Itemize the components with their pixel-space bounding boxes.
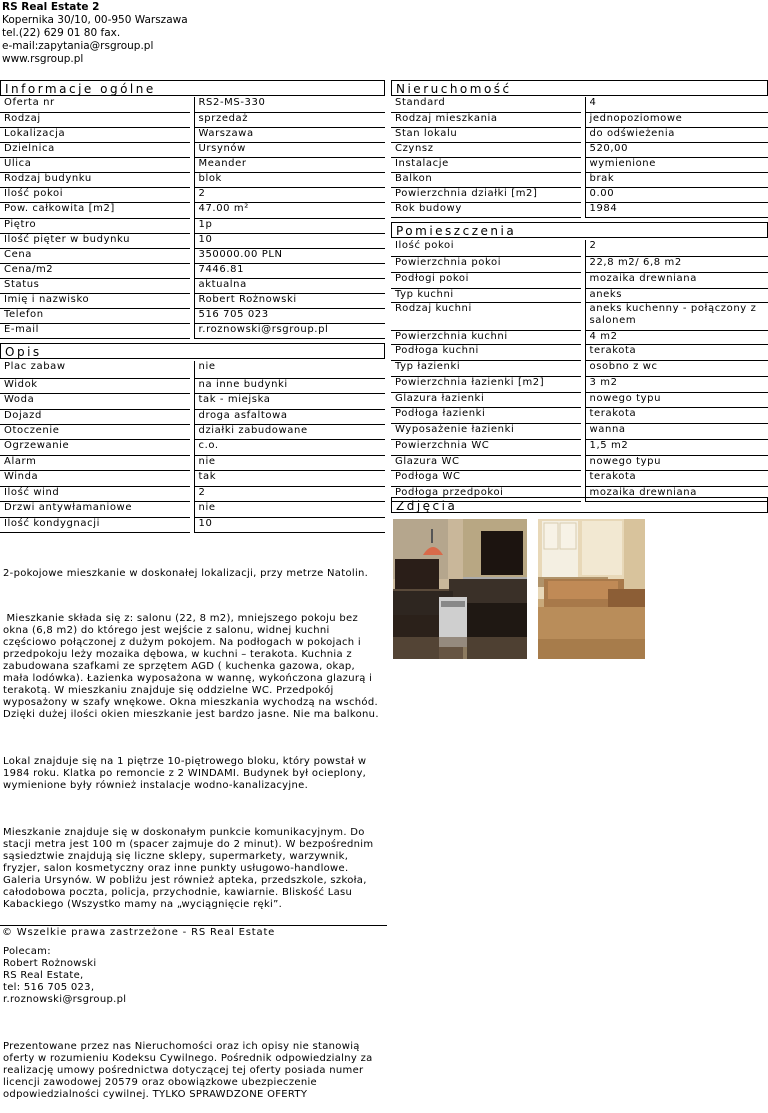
description-table bbox=[0, 361, 385, 533]
row-label: Podłogi pokoi bbox=[391, 272, 581, 288]
table-row bbox=[391, 423, 768, 439]
row-value: nie bbox=[194, 361, 385, 378]
kitchen-photo[interactable] bbox=[393, 519, 527, 659]
row-label: Ilość pokoi bbox=[391, 240, 581, 256]
row-label: Powierzchnia łazienki [m2] bbox=[391, 376, 581, 392]
row-label: Woda bbox=[0, 393, 190, 409]
row-label: Powierzchnia działki [m2] bbox=[391, 187, 581, 202]
row-label: Typ kuchni bbox=[391, 288, 581, 302]
row-value: 1984 bbox=[585, 202, 768, 217]
row-label: Winda bbox=[0, 470, 190, 486]
row-label: Ilość pięter w budynku bbox=[0, 233, 190, 248]
living-room-photo[interactable] bbox=[538, 519, 645, 659]
table-row bbox=[391, 302, 768, 330]
row-label: Rodzaj budynku bbox=[0, 172, 190, 187]
table-row bbox=[0, 409, 385, 424]
description-paragraph: Mieszkanie znajduje się w doskonałym punkcie komunikacyjnym. Do stacji metra jest 100 m (spacer zajmuje do 2 minut). W bezpośrednim sąsiedztwie znajdują się liczne sklepy, supermarkety, warzywnik, fryzjer, salon kosmetyczny oraz inne punkty usługowo-handlowe. Galeria Ursynów. W pobliżu jest również apteka, przedszkole, szkoła, całodobowa poczta, policja, przychodnie, kawiarnie. Bliskość Lasu Kabackiego (Wszystko mamy na „wyciągnięcie ręki”. bbox=[3, 827, 377, 910]
table-row bbox=[0, 127, 385, 142]
row-value: 2 bbox=[585, 240, 768, 256]
row-label: Stan lokalu bbox=[391, 127, 581, 142]
row-label: Podłoga przedpokoi bbox=[391, 486, 581, 501]
description-text bbox=[3, 544, 383, 1113]
table-row bbox=[391, 407, 768, 423]
row-label: Rok budowy bbox=[391, 202, 581, 217]
row-label: Ogrzewanie bbox=[0, 439, 190, 455]
table-row bbox=[391, 127, 768, 142]
row-value: 1p bbox=[194, 218, 385, 233]
table-row bbox=[391, 330, 768, 344]
table-row bbox=[0, 439, 385, 455]
row-label: Podłoga kuchni bbox=[391, 344, 581, 360]
row-label: Wyposażenie łazienki bbox=[391, 423, 581, 439]
table-row bbox=[0, 486, 385, 501]
table-row bbox=[391, 112, 768, 127]
row-label: Glazura łazienki bbox=[391, 392, 581, 407]
table-row bbox=[0, 455, 385, 470]
row-value: tak - miejska bbox=[194, 393, 385, 409]
row-label: Standard bbox=[391, 97, 581, 112]
row-label: Ulica bbox=[0, 157, 190, 172]
company-www[interactable]: www.rsgroup.pl bbox=[2, 53, 84, 65]
table-row bbox=[0, 361, 385, 378]
row-value: 2 bbox=[194, 486, 385, 501]
table-row bbox=[0, 378, 385, 393]
table-row bbox=[0, 248, 385, 263]
table-row bbox=[0, 172, 385, 187]
row-value: blok bbox=[194, 172, 385, 187]
row-label: Cena bbox=[0, 248, 190, 263]
row-value: nowego typu bbox=[585, 455, 768, 470]
table-row bbox=[391, 97, 768, 112]
table-row bbox=[391, 360, 768, 376]
table-row bbox=[391, 439, 768, 455]
row-label: Ilość wind bbox=[0, 486, 190, 501]
section-rooms-title: Pomieszczenia bbox=[391, 222, 768, 238]
row-label: Status bbox=[0, 278, 190, 293]
disclaimer-paragraph: Prezentowane przez nas Nieruchomości oraz ich opisy nie stanowią oferty w rozumieniu Kodeksu Cywilnego. Pośrednik odpowiedzialny za realizację umowy pośrednictwa dotyczącej tej oferty posiada numer licencji zawodowej 20579 oraz obowiązkowe ubezpieczenie odpowiedzialności cywilnej. TYLKO SPRAWDZONE OFERTY bbox=[3, 1041, 377, 1100]
row-value: 3 m2 bbox=[585, 376, 768, 392]
row-label: Glazura WC bbox=[391, 455, 581, 470]
row-value: wanna bbox=[585, 423, 768, 439]
general-info-table bbox=[0, 97, 385, 339]
row-label: Otoczenie bbox=[0, 424, 190, 439]
row-value: 2 bbox=[194, 187, 385, 202]
table-row bbox=[0, 187, 385, 202]
row-value: nie bbox=[194, 455, 385, 470]
row-label: Telefon bbox=[0, 308, 190, 323]
row-value: r.roznowski@rsgroup.pl bbox=[194, 323, 385, 338]
row-value: Ursynów bbox=[194, 142, 385, 157]
row-label: Cena/m2 bbox=[0, 263, 190, 278]
table-row bbox=[0, 501, 385, 517]
table-row bbox=[0, 157, 385, 172]
row-label: Powierzchnia kuchni bbox=[391, 330, 581, 344]
table-row bbox=[0, 308, 385, 323]
row-label: Rodzaj bbox=[0, 112, 190, 127]
row-value: RS2-MS-330 bbox=[194, 97, 385, 112]
row-value: 1,5 m2 bbox=[585, 439, 768, 455]
row-value: 7446.81 bbox=[194, 263, 385, 278]
description-paragraph: Mieszkanie składa się z: salonu (22, 8 m2), mniejszego pokoju bez okna (6,8 m2) do którego jest wejście z salonu, widnej kuchni częściowo połączonej z dużym pokojem. Na podłogach w pokojach i przedpokoju leży mozaika dębowa, w kuchni – terakota. Kuchnia z zabudowana szafkami ze sprzętem AGD ( kuchenka gazowa, okap, mała lodówka). Łazienka wyposażona w wannę, wykończona glazurą i terakotą. W mieszkaniu znajduje się oddzielne WC. Przedpokój wyposażony w szafy wnękowe. Okna mieszkania wychodzą na wschód. Dzięki dużej ilości okien mieszkanie jest bardzo jasne. Nie ma balkonu. bbox=[3, 613, 382, 720]
row-label: Rodzaj kuchni bbox=[391, 302, 581, 330]
row-value: 520,00 bbox=[585, 142, 768, 157]
row-label: Typ łazienki bbox=[391, 360, 581, 376]
footer-copyright: © Wszelkie prawa zastrzeżone - RS Real Estate bbox=[0, 925, 387, 940]
table-row bbox=[0, 278, 385, 293]
row-value: c.o. bbox=[194, 439, 385, 455]
row-label: E-mail bbox=[0, 323, 190, 338]
table-row bbox=[0, 323, 385, 338]
table-row bbox=[391, 202, 768, 217]
table-row bbox=[391, 187, 768, 202]
row-label: Widok bbox=[0, 378, 190, 393]
row-label: Pow. całkowita [m2] bbox=[0, 202, 190, 218]
row-label: Dojazd bbox=[0, 409, 190, 424]
section-general-title: Informacje ogólne bbox=[0, 80, 385, 96]
description-intro: 2-pokojowe mieszkanie w doskonałej lokalizacji, przy metrze Natolin. bbox=[3, 568, 369, 579]
row-label: Lokalizacja bbox=[0, 127, 190, 142]
table-row bbox=[0, 393, 385, 409]
row-value: sprzedaż bbox=[194, 112, 385, 127]
table-row bbox=[0, 112, 385, 127]
row-label: Imię i nazwisko bbox=[0, 293, 190, 308]
table-row bbox=[0, 517, 385, 532]
table-row bbox=[391, 240, 768, 256]
row-label: Podłoga WC bbox=[391, 470, 581, 486]
row-value: 0.00 bbox=[585, 187, 768, 202]
row-value: mozaika drewniana bbox=[585, 486, 768, 501]
table-row bbox=[0, 97, 385, 112]
row-label: Plac zabaw bbox=[0, 361, 190, 378]
row-value: Robert Rożnowski bbox=[194, 293, 385, 308]
table-row bbox=[391, 172, 768, 187]
row-value: terakota bbox=[585, 407, 768, 423]
row-value: jednopoziomowe bbox=[585, 112, 768, 127]
table-row bbox=[391, 157, 768, 172]
table-row bbox=[0, 233, 385, 248]
row-value: 350000.00 PLN bbox=[194, 248, 385, 263]
row-label: Rodzaj mieszkania bbox=[391, 112, 581, 127]
row-label: Balkon bbox=[391, 172, 581, 187]
table-row bbox=[391, 392, 768, 407]
table-row bbox=[391, 272, 768, 288]
row-value: aneks kuchenny - połączony z salonem bbox=[585, 302, 768, 330]
description-paragraph: Lokal znajduje się na 1 piętrze 10-piętrowego bloku, który powstał w 1984 roku. Klatka po remoncie z 2 WINDAMI. Budynek był ocieplony, wymienione były również instalacje wodno-kanalizacyjne. bbox=[3, 756, 370, 791]
table-row bbox=[391, 288, 768, 302]
row-value: terakota bbox=[585, 470, 768, 486]
row-label: Instalacje bbox=[391, 157, 581, 172]
table-row bbox=[0, 218, 385, 233]
rooms-table bbox=[391, 240, 768, 502]
company-name: RS Real Estate 2 bbox=[2, 1, 100, 13]
row-label: Powierzchnia WC bbox=[391, 439, 581, 455]
table-row bbox=[391, 470, 768, 486]
row-value: brak bbox=[585, 172, 768, 187]
row-value: nie bbox=[194, 501, 385, 517]
row-value: mozaika drewniana bbox=[585, 272, 768, 288]
table-row bbox=[391, 344, 768, 360]
row-value: działki zabudowane bbox=[194, 424, 385, 439]
table-row bbox=[391, 455, 768, 470]
row-value: aktualna bbox=[194, 278, 385, 293]
section-description-title: Opis bbox=[0, 343, 385, 359]
table-row bbox=[391, 376, 768, 392]
row-value: 47.00 m² bbox=[194, 202, 385, 218]
row-label: Drzwi antywłamaniowe bbox=[0, 501, 190, 517]
section-photos-title: Zdjęcia bbox=[391, 497, 768, 513]
table-row bbox=[0, 142, 385, 157]
row-value: 10 bbox=[194, 517, 385, 532]
table-row bbox=[0, 293, 385, 308]
row-value: droga asfaltowa bbox=[194, 409, 385, 424]
row-label: Podłoga łazienki bbox=[391, 407, 581, 423]
row-value: 4 bbox=[585, 97, 768, 112]
row-value: Meander bbox=[194, 157, 385, 172]
row-label: Czynsz bbox=[391, 142, 581, 157]
row-value: osobno z wc bbox=[585, 360, 768, 376]
row-value: tak bbox=[194, 470, 385, 486]
row-value: Warszawa bbox=[194, 127, 385, 142]
row-label: Alarm bbox=[0, 455, 190, 470]
company-email[interactable]: e-mail:zapytania@rsgroup.pl bbox=[2, 40, 154, 52]
row-value: do odświeżenia bbox=[585, 127, 768, 142]
row-value: nowego typu bbox=[585, 392, 768, 407]
row-label: Ilość pokoi bbox=[0, 187, 190, 202]
row-value: 10 bbox=[194, 233, 385, 248]
table-row bbox=[391, 256, 768, 272]
row-label: Powierzchnia pokoi bbox=[391, 256, 581, 272]
row-value: aneks bbox=[585, 288, 768, 302]
row-value: 4 m2 bbox=[585, 330, 768, 344]
row-value: terakota bbox=[585, 344, 768, 360]
company-address: Kopernika 30/10, 00-950 Warszawa bbox=[2, 14, 188, 26]
table-row bbox=[0, 202, 385, 218]
property-table bbox=[391, 97, 768, 218]
row-value: na inne budynki bbox=[194, 378, 385, 393]
row-label: Oferta nr bbox=[0, 97, 190, 112]
row-value: wymienione bbox=[585, 157, 768, 172]
row-label: Dzielnica bbox=[0, 142, 190, 157]
contact-paragraph: Polecam: Robert Rożnowski RS Real Estate, tel: 516 705 023, r.roznowski@rsgroup.pl bbox=[3, 946, 127, 1005]
company-header bbox=[2, 1, 188, 66]
row-label: Ilość kondygnacji bbox=[0, 517, 190, 532]
table-row bbox=[0, 470, 385, 486]
section-property-title: Nieruchomość bbox=[391, 80, 768, 96]
table-row bbox=[0, 263, 385, 278]
table-row bbox=[0, 424, 385, 439]
table-row bbox=[391, 142, 768, 157]
row-label: Piętro bbox=[0, 218, 190, 233]
row-value: 22,8 m2/ 6,8 m2 bbox=[585, 256, 768, 272]
company-phone: tel.(22) 629 01 80 fax. bbox=[2, 27, 121, 39]
row-value: 516 705 023 bbox=[194, 308, 385, 323]
